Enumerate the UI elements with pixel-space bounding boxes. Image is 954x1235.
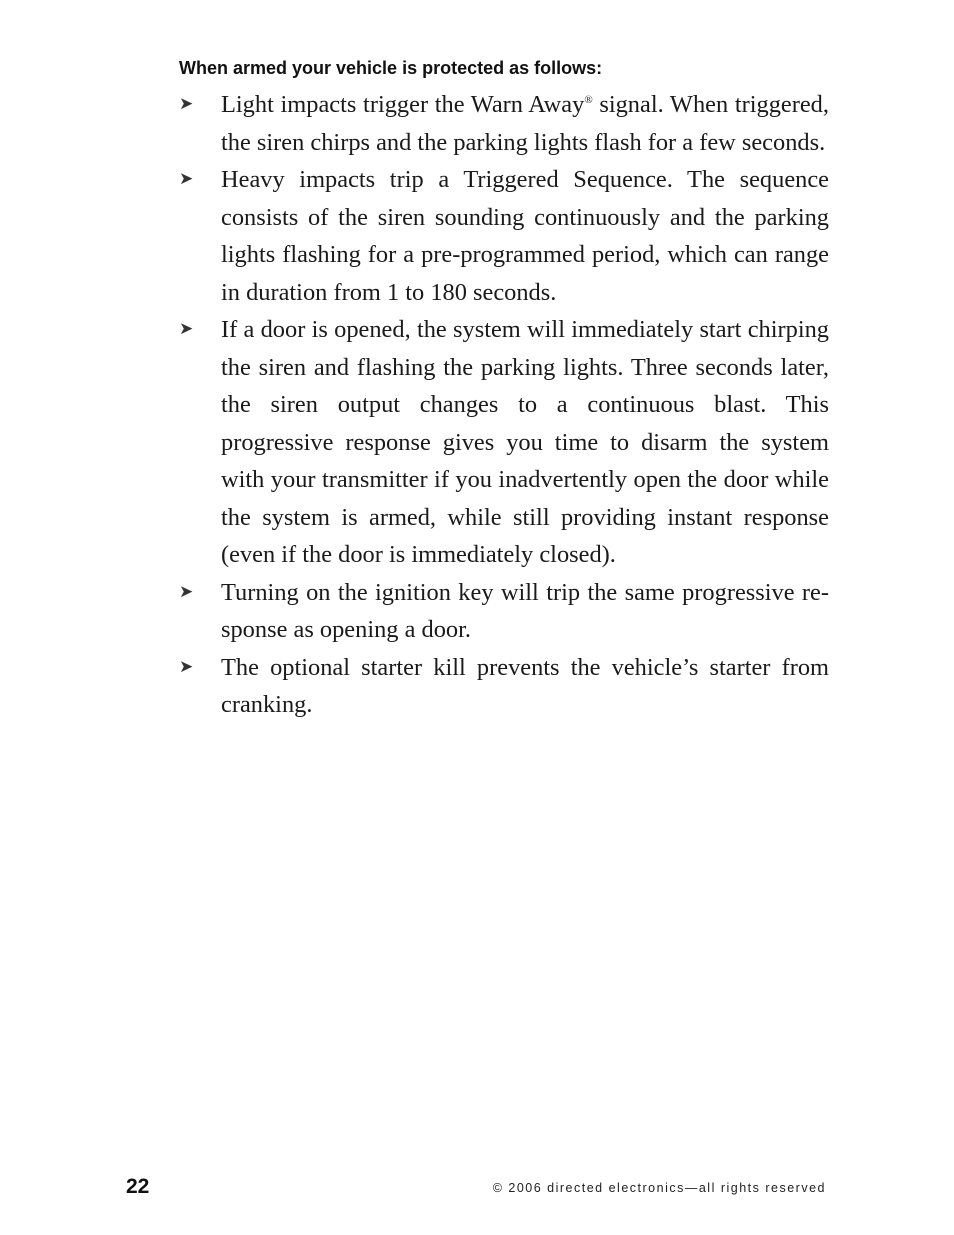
arrowhead-bullet-icon: ➤ xyxy=(179,581,194,602)
section-heading: When armed your vehicle is protected as follows: xyxy=(179,58,603,78)
arrowhead-bullet-icon: ➤ xyxy=(179,319,194,339)
bullet-text-end: signal. When triggered, the siren chirps and the parking lights flash for a few seconds. xyxy=(221,91,829,156)
protection-list xyxy=(179,86,829,724)
list-item xyxy=(179,86,829,161)
page-number: 22 xyxy=(126,1175,150,1198)
bullet-text: Turning on the ignition key will trip the same progressive response as opening a door. xyxy=(221,578,829,643)
bullet-text: If a door is opened, the system will immediately start chirping the siren and flashing the parking lights. Three seconds later, the siren output changes to a continuous blast. This progressive response gives you time to disarm the system with your transmitter if you inadvertently open the door while the system is armed, while still providing instant response (even if the door is immediately closed). xyxy=(221,316,829,568)
list-item xyxy=(179,649,829,724)
arrowhead-bullet-icon: ➤ xyxy=(179,169,194,189)
list-item xyxy=(179,161,829,311)
bullet-text: Heavy impacts trip a Triggered Sequence. The sequence consists of the siren sounding continuously and the parking lights flashing for a pre-programmed period, which can range in duration from 1 to 180 seconds. xyxy=(221,166,829,306)
bullet-text: The optional starter kill prevents the vehicle’s starter from cranking. xyxy=(221,653,829,718)
copyright-footer: © 2006 directed electronics—all rights reserved xyxy=(492,1181,826,1195)
registered-mark: ® xyxy=(584,93,593,106)
bullet-text-start: Light impacts trigger the Warn Away xyxy=(221,91,585,118)
arrowhead-bullet-icon: ➤ xyxy=(179,94,194,114)
list-item xyxy=(179,311,829,574)
arrowhead-bullet-icon: ➤ xyxy=(179,656,194,677)
list-item xyxy=(179,574,829,649)
